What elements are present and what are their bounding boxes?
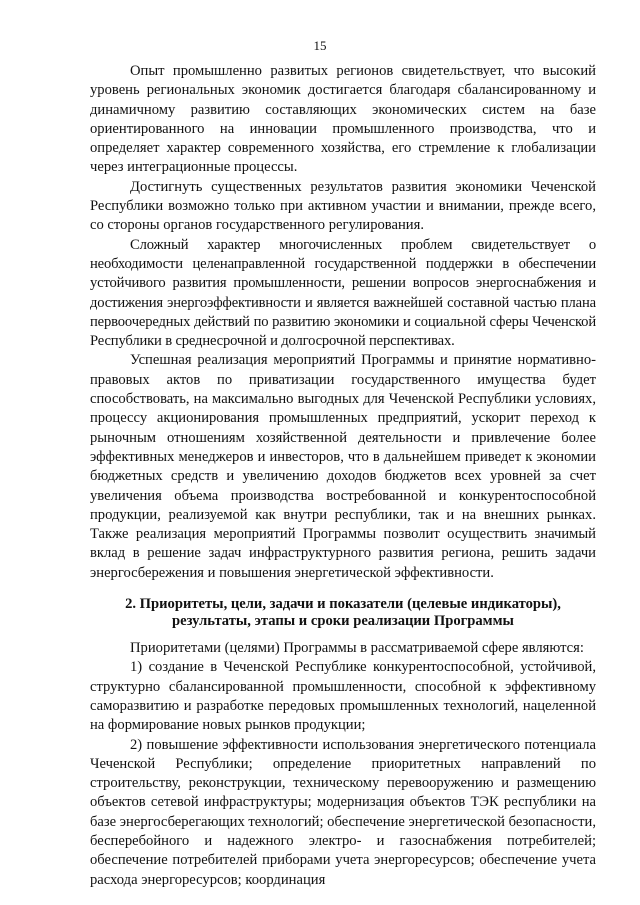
paragraph-program-implementation: Успешная реализация мероприятий Программы и принятие нормативно-правовых актов по приватизации государственного имущества будет способствовать, на максимально выгодных для Чеченской Республики условиях, процессу акционирования промышленных предприятий, ускорит переход к рыночным отношениям хозяйственной деятельности и привлечение более эффективных менеджеров и инвесторов, что в дальнейшем приведет к экономии бюджетных средств и увеличению доходов бюджетов всех уровней за счет увеличения объема производства востребованной и конкурентоспособной продукции, реализуемой как внутри республики, так и на внешних рынках. Также реализация мероприятий Программы позволит осуществить значимый вклад в решение задач инфраструктурного развития региона, решить задачи энергосбережения и повышения энергетической эффективности. [90,352,596,581]
paragraph-results-achievement: Достигнуть существенных результатов развития экономики Чеченской Республики возможно только при активном участии и внимании, прежде всего, со стороны органов государственного регулирования. [90,178,596,234]
section-heading-line-1: 2. Приоритеты, цели, задачи и показатели (целевые индикаторы), [125,596,561,613]
list-item-priority-2: 2) повышение эффективности использования энергетического потенциала Чеченской Республики; определение приоритетных направлений по строительству, реконструкции, техническому перевооружению и размещению объектов сетевой инфраструктуры; модернизация объектов ТЭК республики на базе энергосберегающих технологий; обеспечение энергетической безопасности, бесперебойного и надежного электро- и газоснабжения потребителей; обеспечение потребителей приборами учета энергоресурсов; обеспечение учета расхода энергоресурсов; координация [90,736,596,888]
page-number: 15 [313,38,327,53]
paragraph-priorities-intro: Приоритетами (целями) Программы в рассматриваемой сфере являются: [130,640,584,657]
section-heading-line-2: результаты, этапы и сроки реализации Программы [172,613,514,630]
section-heading [90,596,596,630]
document-body [90,62,596,890]
list-item-priority-1: 1) создание в Чеченской Республике конкурентоспособной, устойчивой, структурно сбалансированной промышленности, способной к эффективному саморазвитию и разработке передовых промышленных технологий, нацеленной на формирование новых рынков продукции; [90,659,596,734]
paragraph-regional-experience: Опыт промышленно развитых регионов свидетельствует, что высокий уровень региональных экономик достигается благодаря сбалансированному и динамичному развитию составляющих экономических систем на базе ориентированного на инновации промышленного производства, что и определяет характер современного хозяйства, его стремление к глобализации через интеграционные процессы. [90,63,596,176]
paragraph-state-support: Сложный характер многочисленных проблем свидетельствует о необходимости целенаправленной государственной поддержки в обеспечении устойчивого развития промышленности, решении вопросов энергоснабжения и достижения энергоэффективности и является важнейшей составной частью плана первоочередных действий по развитию экономики и социальной сферы Чеченской Республики в среднесрочной и долгосрочной перспективах. [90,236,596,350]
